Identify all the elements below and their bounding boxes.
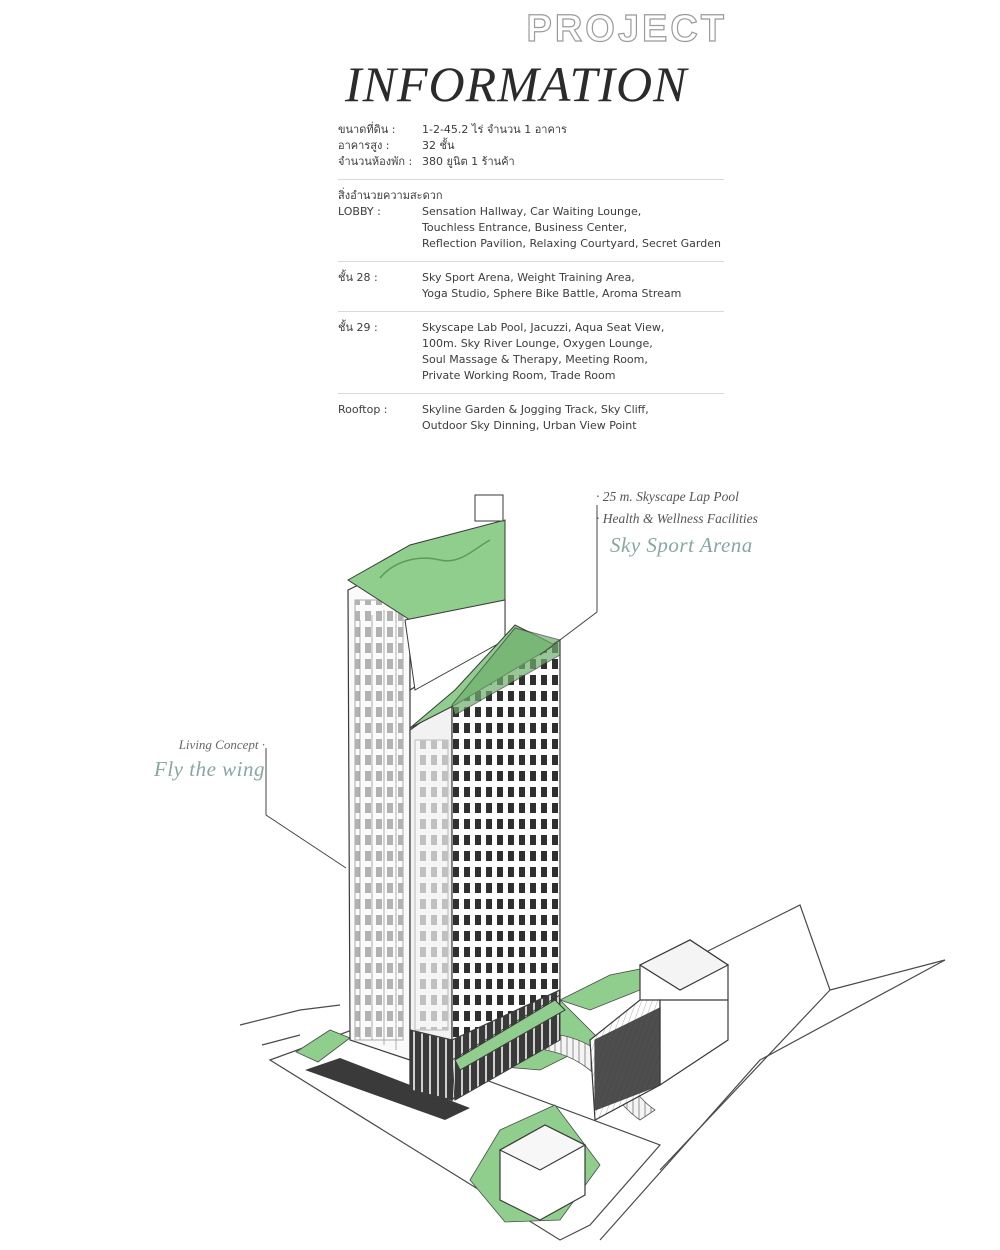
spec-value: 380 ยูนิต 1 ร้านค้า (422, 155, 515, 168)
facility-label: ชั้น 29 : (338, 321, 378, 334)
bullet-item: · Health & Wellness Facilities (596, 511, 758, 526)
title-project-outline: PROJECT (526, 8, 727, 50)
facility-line: Outdoor Sky Dinning, Urban View Point (422, 419, 637, 432)
script-label-fly: Fly the wing (154, 757, 265, 781)
facilities-heading: สิ่งอำนวยความสะดวก (338, 189, 443, 202)
spec-label: จำนวนห้องพัก : (338, 155, 413, 168)
facility-label: ชั้น 28 : (338, 271, 378, 284)
facility-line: 100m. Sky River Lounge, Oxygen Lounge, (422, 337, 653, 350)
bullet-text: Health & Wellness Facilities (602, 511, 758, 526)
facility-line: Reflection Pavilion, Relaxing Courtyard, Secret Garden (422, 237, 721, 250)
facility-line: Sensation Hallway, Car Waiting Lounge, (422, 205, 642, 218)
living-concept-text: Living Concept (178, 737, 259, 752)
spec-label: อาคารสูง : (338, 139, 390, 152)
facility-line: Sky Sport Arena, Weight Training Area, (422, 271, 635, 284)
facility-line: Yoga Studio, Sphere Bike Battle, Aroma Stream (422, 287, 682, 300)
title-information: INFORMATION (345, 56, 688, 112)
spec-value: 1-2-45.2 ไร่ จำนวน 1 อาคาร (422, 123, 567, 136)
script-label-sky-sport: Sky Sport Arena (610, 533, 753, 557)
road-edge (830, 960, 945, 990)
spec-value: 32 ชั้น (422, 139, 455, 152)
annex-building (590, 940, 728, 1120)
road-line-left-inner (262, 1035, 300, 1045)
callout-sky-sport (596, 489, 758, 558)
facility-label: LOBBY : (338, 205, 381, 218)
living-concept-label: Living Concept · (178, 737, 265, 752)
facility-line: Private Working Room, Trade Room (422, 369, 616, 382)
facility-line: Soul Massage & Therapy, Meeting Room, (422, 353, 648, 366)
facility-line: Skyscape Lab Pool, Jacuzzi, Aqua Seat View, (422, 321, 665, 334)
facility-line: Touchless Entrance, Business Center, (422, 221, 628, 234)
bullet-item: · 25 m. Skyscape Lap Pool (596, 489, 739, 504)
facility-line: Skyline Garden & Jogging Track, Sky Cliff, (422, 403, 649, 416)
facility-label: Rooftop : (338, 403, 388, 416)
road-line-left (240, 1005, 340, 1025)
callout-living-concept (135, 737, 265, 782)
spec-label: ขนาดที่ดิน : (338, 123, 396, 136)
bullet-text: 25 m. Skyscape Lap Pool (602, 489, 739, 504)
